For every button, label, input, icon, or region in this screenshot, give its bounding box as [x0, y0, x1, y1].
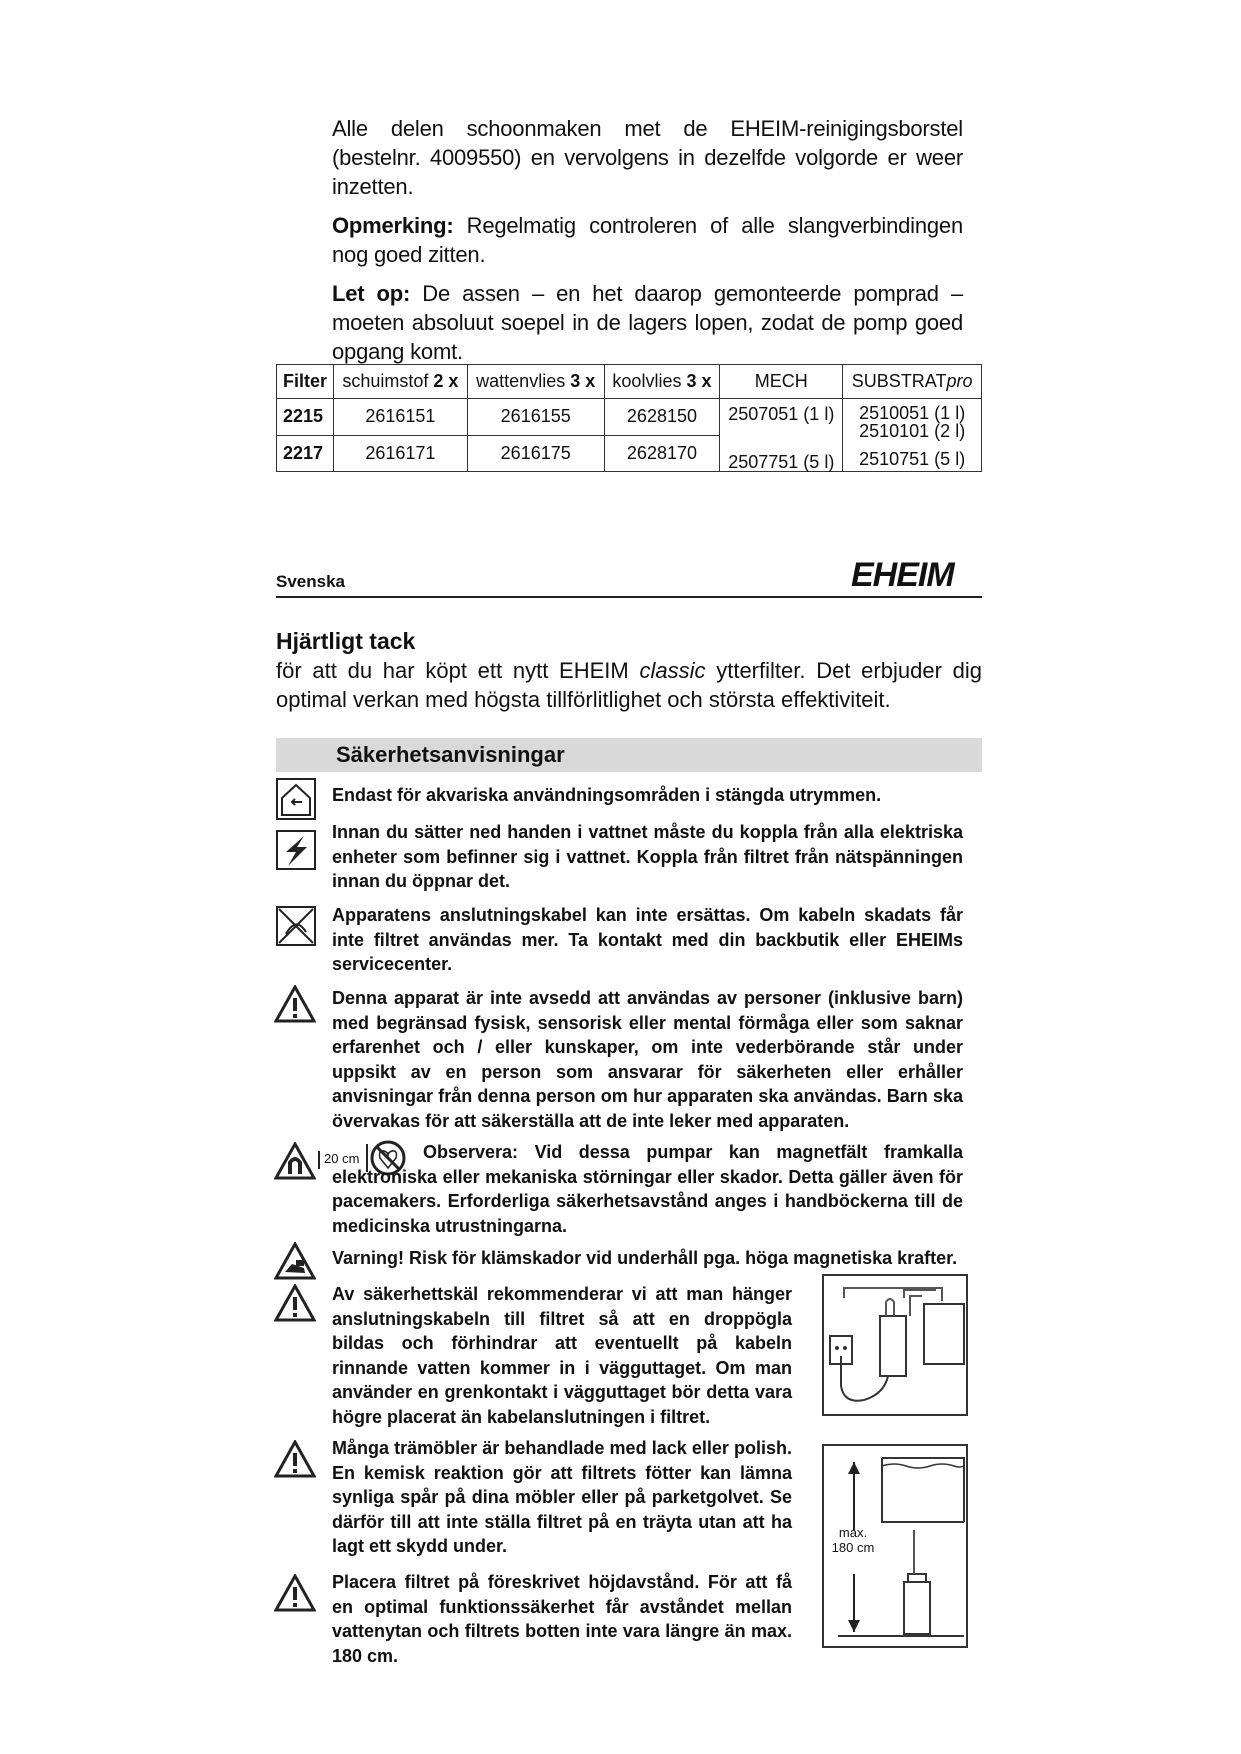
- safety-item: Denna apparat är inte avsedd att användas av personer (inklusive barn) med begränsad fysisk, sensorisk eller mental förmåga eller som saknar erfarenhet och / eller kunskaper, om inte vederbörande står under uppsikt av en person som ansvarar för säkerheten eller erhåller anvisningar från denna person om hur apparaten ska användas. Barn ska övervakas för att säkerställa att de inte leker med apparaten.: [332, 988, 963, 1131]
- safety-item: Observera: Vid dessa pumpar kan magnetfält framkalla elektroniska eller mekaniska störningar eller skador. Detta gäller även för pacemakers. Erforderliga säkerhetsavstånd anges i handböckerna till de medicinska utrustningarna.: [332, 1142, 963, 1236]
- magnet-warning-icon: [274, 1142, 316, 1185]
- safety-item: Apparatens anslutningskabel kan inte ersättas. Om kabeln skadats får inte filtret användas mer. Ta kontakt med din backbutik eller EHEIMs servicecenter.: [332, 905, 963, 974]
- substrat-value: 2510051 (1 l): [859, 403, 966, 423]
- caution-label: Let op:: [332, 281, 411, 306]
- mech-cell: [720, 399, 843, 472]
- eheim-logo: EHEIM: [851, 556, 954, 594]
- carbon-cell: 2628170: [604, 435, 720, 472]
- header-wadding: wattenvlies 3 x: [467, 365, 604, 399]
- model-cell: 2217: [277, 435, 334, 472]
- safety-item: Placera filtret på föreskrivet höjdavstånd. För att få en optimal funktionssäkerhet får avståndet mellan vattenytan och filtrets botten inte vara längre än max. 180 cm.: [332, 1572, 792, 1666]
- caution-paragraph: [332, 279, 963, 366]
- classic-word: classic: [639, 658, 706, 683]
- no-cable-replacement-icon: [276, 906, 316, 951]
- language-label: Svenska: [276, 572, 345, 591]
- safety-item: Av säkerhettskäl rekommenderar vi att man hänger anslutningskabeln till filtret så att en droppögla bildas och förhindrar att eventuellt på kabeln rinnande vatten kommer in i vägguttaget. Om man använder en grenkontakt i vägguttaget bör detta vara högre placerat än kabelanslutningen i filtret.: [332, 1284, 792, 1427]
- mech-value: 2507051 (1 l): [728, 404, 835, 424]
- note-paragraph: [332, 211, 963, 269]
- note-text: Regelmatig controleren of alle slangverbindingen nog goed zitten.: [332, 213, 963, 267]
- header-substrat: SUBSTRATpro: [843, 365, 982, 399]
- pacemaker-distance: 20 cm: [318, 1151, 359, 1169]
- header-carbon: koolvlies 3 x: [604, 365, 720, 399]
- foam-cell: 2616151: [334, 399, 468, 436]
- intro-title: Hjärtligt tack: [276, 628, 416, 654]
- warning-triangle-icon: [274, 985, 316, 1028]
- safety-item: Endast för akvariska användningsområden i stängda utrymmen.: [332, 785, 882, 805]
- safety-item: Innan du sätter ned handen i vattnet måste du koppla från alla elektriska enheter som befinner sig i vattnet. Koppla från filtret från nätspänningen innan du öppnar det.: [332, 822, 963, 891]
- table-row: [277, 399, 982, 436]
- header-mech: MECH: [720, 365, 843, 399]
- header-filter: Filter: [277, 365, 334, 399]
- drip-loop-figure: [822, 1274, 968, 1416]
- carbon-cell: 2628150: [604, 399, 720, 436]
- hand-crush-warning-icon: [274, 1242, 316, 1285]
- warning-triangle-icon: [274, 1284, 316, 1327]
- wadding-cell: 2616175: [467, 435, 604, 472]
- dutch-section: [332, 114, 963, 376]
- electric-shock-icon: [276, 830, 316, 875]
- substrat-value: 2510101 (2 l): [859, 421, 966, 441]
- indoor-use-icon: [276, 778, 316, 825]
- safety-item: Många trämöbler är behandlade med lack eller polish. En kemisk reaktion gör att filtrets fötter kan lämna synliga spår på dina möbler eller på parketgolvet. Se därför till att inte ställa filtret på en träyta utan att ha lagt ett skydd under.: [332, 1438, 792, 1556]
- substrat-value: 2510751 (5 l): [859, 449, 966, 469]
- model-cell: 2215: [277, 399, 334, 436]
- foam-cell: 2616171: [334, 435, 468, 472]
- substrat-cell: [843, 399, 982, 472]
- filter-parts-table: [276, 364, 982, 472]
- safety-item: Varning! Risk för klämskador vid underhåll pga. höga magnetiska krafter.: [332, 1248, 958, 1268]
- warning-triangle-icon: [274, 1440, 316, 1483]
- caution-text: De assen – en het daarop gemonteerde pomprad – moeten absoluut soepel in de lagers lopen, zodat de pomp goed opgang komt.: [332, 281, 963, 364]
- cleaning-paragraph: Alle delen schoonmaken met de EHEIM-reinigingsborstel (bestelnr. 4009550) en vervolgens in dezelfde volgorde er weer inzetten.: [332, 116, 963, 199]
- header-divider: [276, 596, 982, 598]
- note-label: Opmerking:: [332, 213, 454, 238]
- max-height-label: max. 180 cm: [831, 1525, 875, 1555]
- mech-value: 2507751 (5 l): [728, 452, 835, 472]
- table-header-row: [277, 365, 982, 399]
- header-foam: schuimstof 2 x: [334, 365, 468, 399]
- intro-text: för att du har köpt ett nytt EHEIM classic ytterfilter. Det erbjuder dig optimal verkan med högsta tillförlitlighet och största effektiviteit.: [276, 658, 982, 712]
- safety-title: Säkerhetsanvisningar: [336, 742, 565, 767]
- warning-triangle-icon: [274, 1574, 316, 1617]
- wadding-cell: 2616155: [467, 399, 604, 436]
